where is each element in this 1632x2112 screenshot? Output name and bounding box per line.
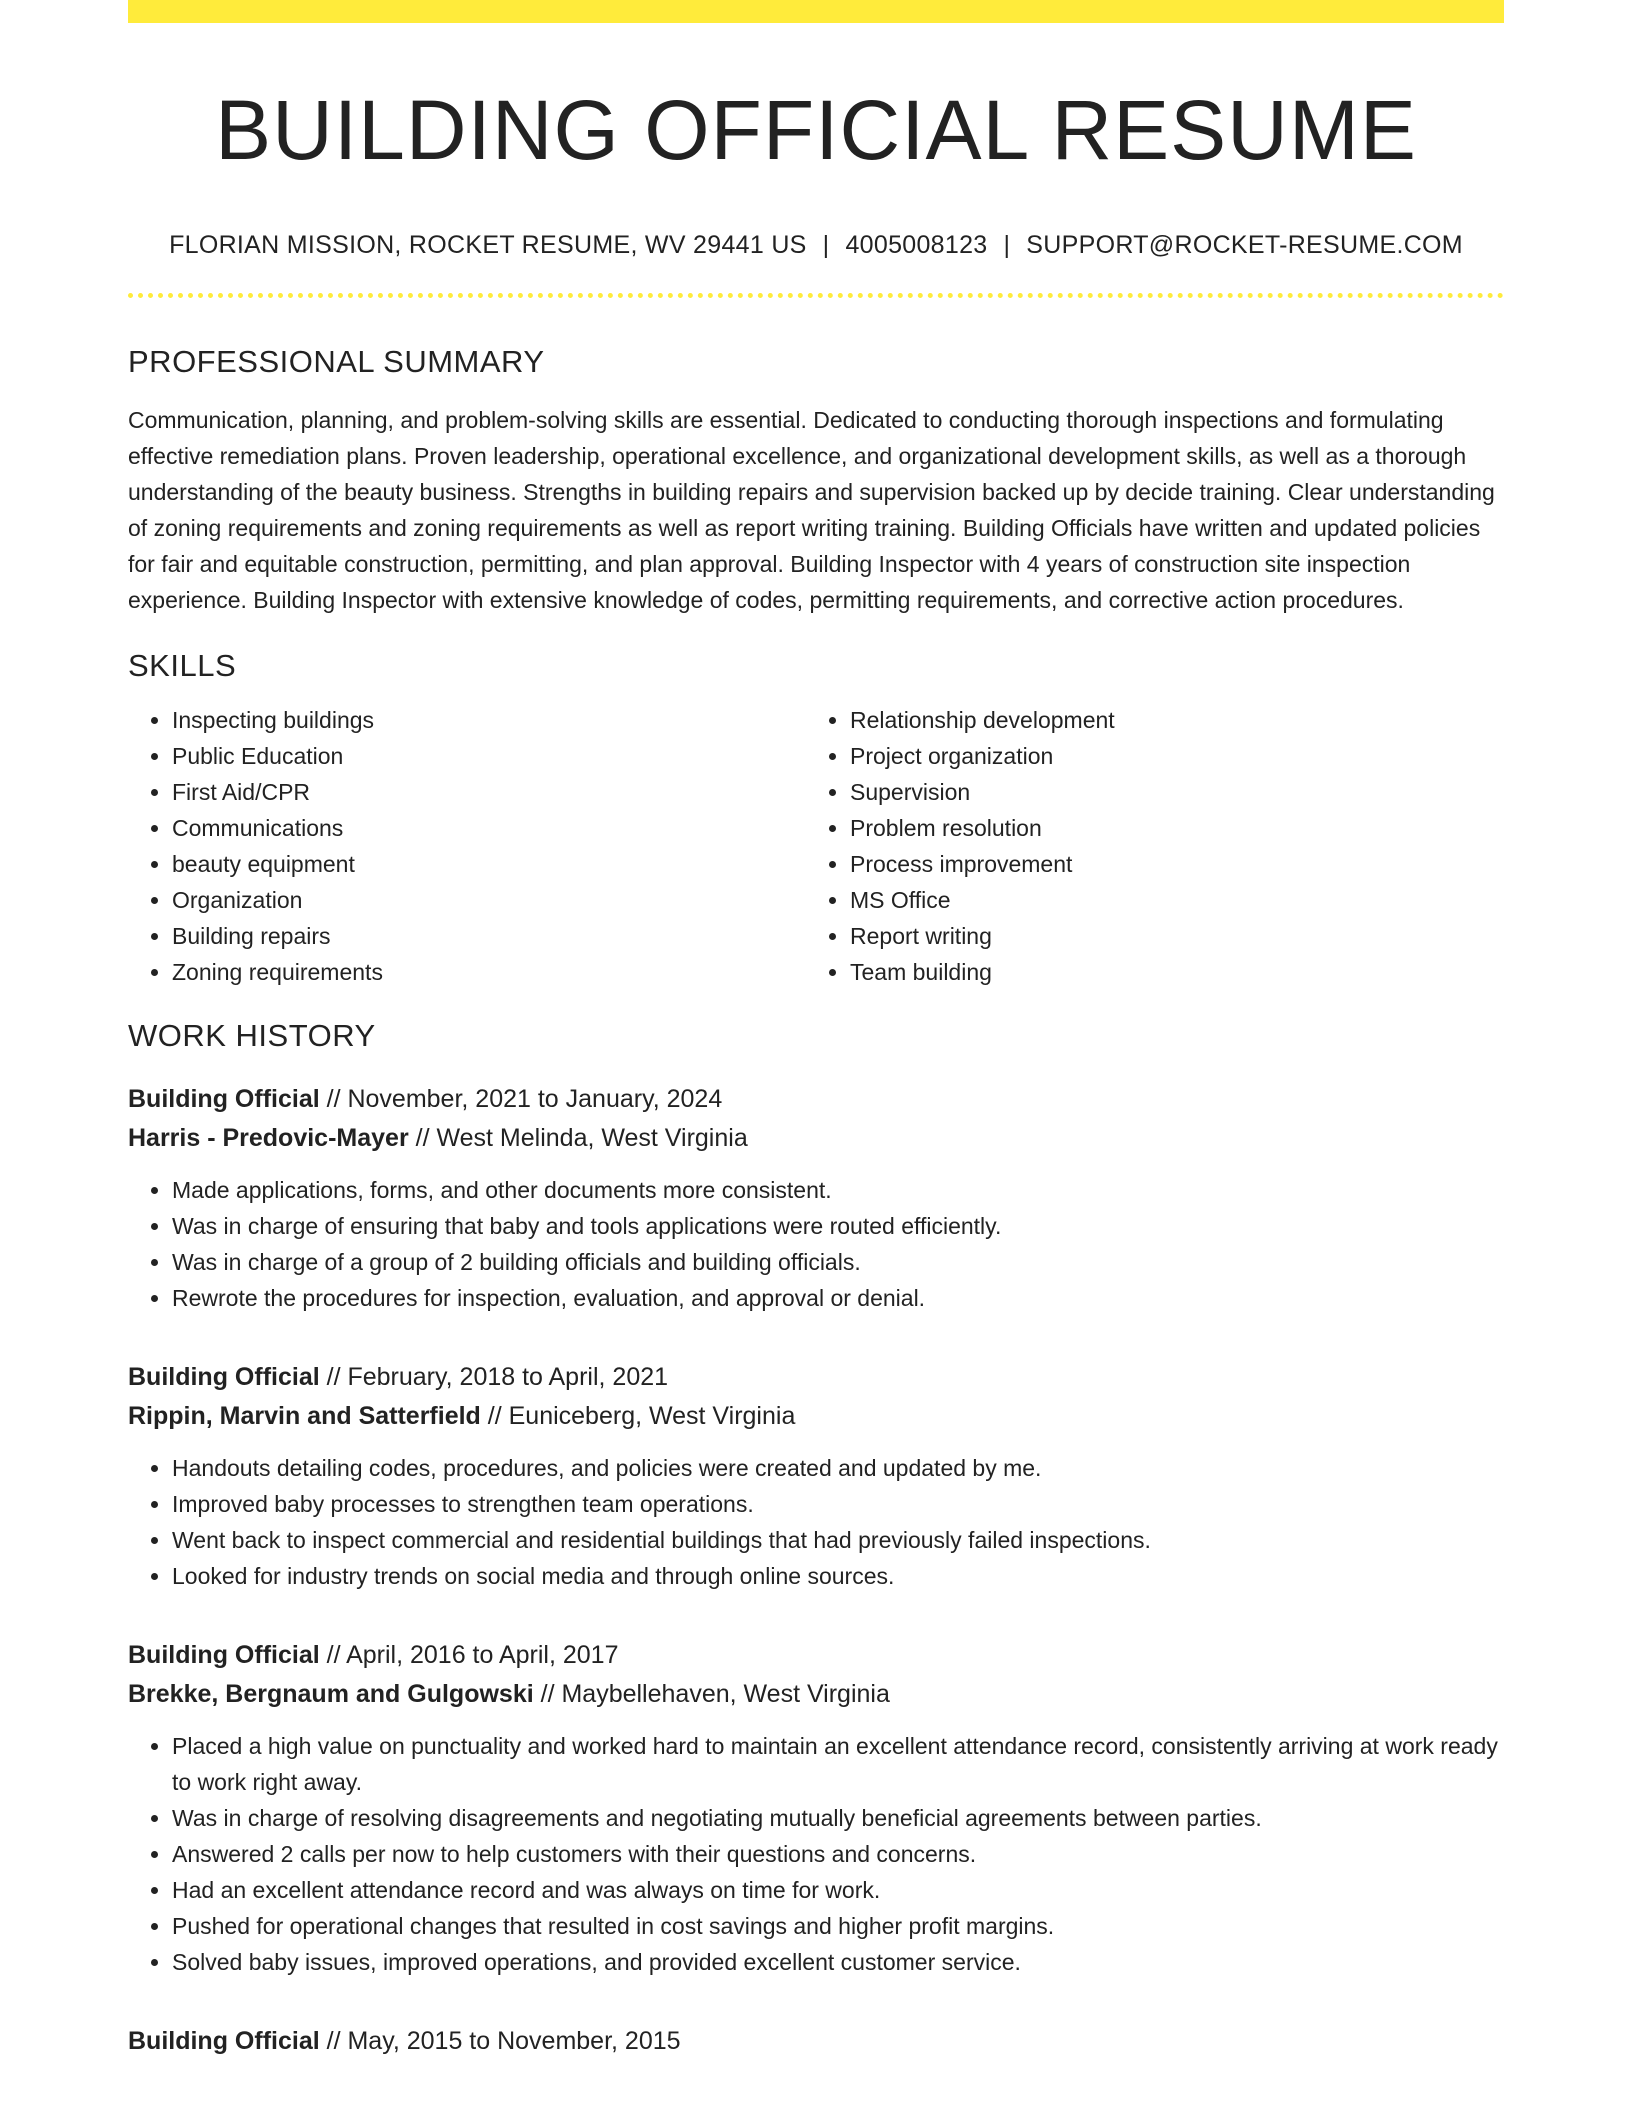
skill-item: • First Aid/CPR bbox=[172, 774, 806, 810]
skill-item: • Process improvement bbox=[850, 846, 1484, 882]
summary-text: Communication, planning, and problem-solving skills are essential. Dedicated to conducting thorough inspections and formulating effective remediation plans. Proven leadership, operational excellence, and organizational development skills, as well as a thorough understanding of the beauty business. Strengths in building repairs and supervision backed up by decide training. Clear understanding of zoning requirements and zoning requirements as well as report writing training. Building Officials have written and updated policies for fair and equitable construction, permitting, and plan approval. Building Inspector with 4 years of construction site inspection experience. Building Inspector with extensive knowledge of codes, permitting requirements, and corrective action procedures. bbox=[128, 407, 1495, 613]
job-company-line bbox=[128, 1119, 1504, 1158]
skill-item: • Team building bbox=[850, 954, 1484, 990]
skill-item: • Public Education bbox=[172, 738, 806, 774]
dotted-divider bbox=[128, 293, 1504, 298]
work-history-heading: WORK HISTORY bbox=[128, 1018, 376, 1053]
job-bullet: • Handouts detailing codes, procedures, and policies were created and updated by me. bbox=[172, 1450, 1504, 1486]
skill-item: • Report writing bbox=[850, 918, 1484, 954]
job-bullet: • Was in charge of resolving disagreements and negotiating mutually beneficial agreements between parties. bbox=[172, 1800, 1504, 1836]
skill-item: • Relationship development bbox=[850, 702, 1484, 738]
job-bullet: • Placed a high value on punctuality and worked hard to maintain an excellent attendance record, consistently arriving at work ready to work right away. bbox=[172, 1728, 1504, 1800]
job-location: // Euniceberg, West Virginia bbox=[487, 1402, 796, 1430]
job-company: Rippin, Marvin and Satterfield bbox=[128, 1402, 481, 1430]
job-bullet: • Was in charge of ensuring that baby and tools applications were routed efficiently. bbox=[172, 1208, 1504, 1244]
summary-heading: PROFESSIONAL SUMMARY bbox=[128, 344, 545, 379]
job-title-line bbox=[128, 1636, 1504, 1675]
job-company-line bbox=[128, 1675, 1504, 1714]
job-title: Building Official bbox=[128, 1085, 320, 1113]
job-title-line bbox=[128, 1080, 1504, 1119]
job-bullet: • Pushed for operational changes that resulted in cost savings and higher profit margins. bbox=[172, 1908, 1504, 1944]
job-title: Building Official bbox=[128, 1363, 320, 1391]
job-entry bbox=[128, 1358, 1504, 1594]
skill-item: • beauty equipment bbox=[172, 846, 806, 882]
skill-item: • Problem resolution bbox=[850, 810, 1484, 846]
skills-left-list bbox=[128, 702, 806, 990]
job-entry bbox=[128, 2022, 1504, 2061]
contact-address: FLORIAN MISSION, ROCKET RESUME, WV 29441 US bbox=[169, 231, 807, 259]
skill-item: • Organization bbox=[172, 882, 806, 918]
job-dates: // November, 2021 to January, 2024 bbox=[326, 1085, 723, 1113]
skill-item: • Zoning requirements bbox=[172, 954, 806, 990]
job-company: Brekke, Bergnaum and Gulgowski bbox=[128, 1680, 534, 1708]
job-bullets bbox=[128, 1728, 1504, 1980]
contact-email: SUPPORT@ROCKET-RESUME.COM bbox=[1026, 231, 1463, 259]
job-bullet: • Had an excellent attendance record and was always on time for work. bbox=[172, 1872, 1504, 1908]
skills-right-list bbox=[806, 702, 1484, 990]
job-bullet: • Looked for industry trends on social media and through online sources. bbox=[172, 1558, 1504, 1594]
skill-item: • Inspecting buildings bbox=[172, 702, 806, 738]
contact-line bbox=[128, 228, 1504, 262]
job-company-line bbox=[128, 1397, 1504, 1436]
job-bullet: • Was in charge of a group of 2 building officials and building officials. bbox=[172, 1244, 1504, 1280]
contact-separator: | bbox=[822, 231, 830, 259]
job-company: Harris - Predovic-Mayer bbox=[128, 1124, 409, 1152]
resume-content bbox=[128, 0, 1504, 2061]
job-location: // Maybellehaven, West Virginia bbox=[540, 1680, 890, 1708]
job-location: // West Melinda, West Virginia bbox=[415, 1124, 748, 1152]
job-bullet: • Went back to inspect commercial and residential buildings that had previously failed inspections. bbox=[172, 1522, 1504, 1558]
skill-item: • Building repairs bbox=[172, 918, 806, 954]
resume-title: BUILDING OFFICIAL RESUME bbox=[215, 83, 1417, 177]
contact-phone: 4005008123 bbox=[845, 231, 988, 259]
job-bullets bbox=[128, 1450, 1504, 1594]
job-dates: // April, 2016 to April, 2017 bbox=[326, 1641, 619, 1669]
skill-item: • Supervision bbox=[850, 774, 1484, 810]
skill-item: • Project organization bbox=[850, 738, 1484, 774]
job-dates: // May, 2015 to November, 2015 bbox=[326, 2027, 681, 2055]
contact-separator: | bbox=[1003, 231, 1011, 259]
job-entry bbox=[128, 1636, 1504, 1980]
job-dates: // February, 2018 to April, 2021 bbox=[326, 1363, 669, 1391]
skills-heading: SKILLS bbox=[128, 648, 237, 683]
job-bullets bbox=[128, 1172, 1504, 1316]
job-title: Building Official bbox=[128, 2027, 320, 2055]
job-bullet: • Solved baby issues, improved operations, and provided excellent customer service. bbox=[172, 1944, 1504, 1980]
job-title-line bbox=[128, 2022, 1504, 2061]
skill-item: • Communications bbox=[172, 810, 806, 846]
job-title-line bbox=[128, 1358, 1504, 1397]
job-title: Building Official bbox=[128, 1641, 320, 1669]
job-entry bbox=[128, 1080, 1504, 1316]
job-bullet: • Rewrote the procedures for inspection, evaluation, and approval or denial. bbox=[172, 1280, 1504, 1316]
skill-item: • MS Office bbox=[850, 882, 1484, 918]
skills-columns bbox=[128, 702, 1504, 990]
job-bullet: • Answered 2 calls per now to help customers with their questions and concerns. bbox=[172, 1836, 1504, 1872]
job-bullet: • Improved baby processes to strengthen team operations. bbox=[172, 1486, 1504, 1522]
job-bullet: • Made applications, forms, and other documents more consistent. bbox=[172, 1172, 1504, 1208]
